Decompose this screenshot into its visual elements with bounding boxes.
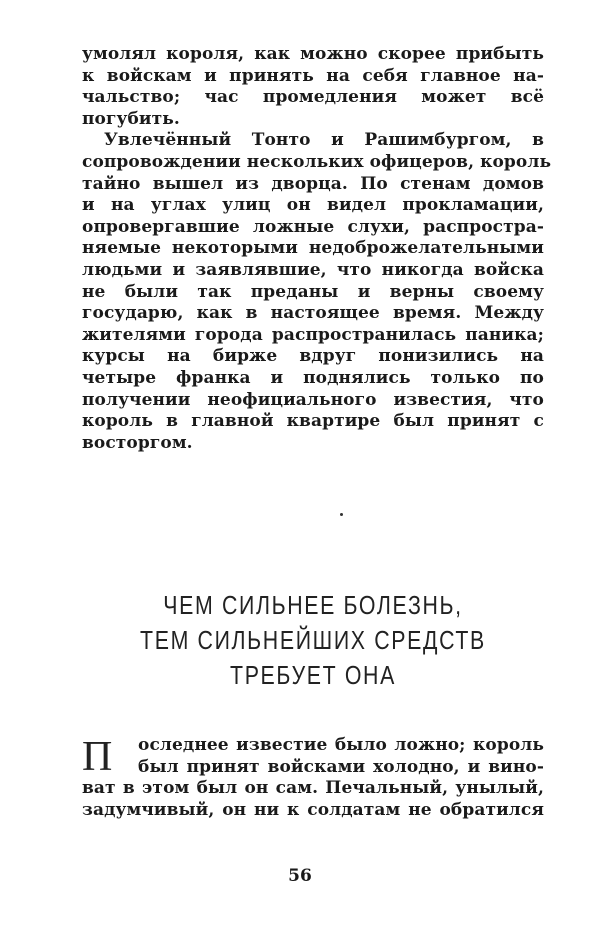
text-line: курсы на бирже вдруг понизились на — [82, 346, 544, 367]
text-line: чальство; час промедления может всё — [82, 87, 544, 108]
text-line: четыре франка и поднялись только по — [82, 367, 544, 388]
text-line: не были так преданы и верны своему — [82, 281, 544, 302]
page-number: 56 — [288, 866, 312, 886]
text-line: Увлечённый Тонто и Рашимбургом, в — [104, 130, 544, 151]
heading-line: ТЕМ СИЛЬНЕЙШИХ СРЕДСТВ — [140, 625, 486, 655]
text-line: государю, как в настоящее время. Между — [82, 303, 544, 324]
text-line: умолял короля, как можно скорее прибыть — [82, 44, 544, 64]
text-line: к войскам и принять на себя главное на- — [82, 65, 544, 86]
body-text-top — [82, 44, 552, 454]
text-line: оследнее известие было ложно; король — [138, 735, 544, 755]
body-text-bottom — [82, 735, 544, 821]
text-line: няемые некоторыми недоброжелательными — [82, 238, 544, 259]
text-line: тайно вышел из дворца. По стенам домов — [82, 173, 544, 194]
heading-line: ЧЕМ СИЛЬНЕЕ БОЛЕЗНЬ, — [163, 590, 463, 620]
drop-cap: П — [82, 734, 113, 780]
text-line: опровергавшие ложные слухи, распростра- — [82, 216, 544, 237]
text-line: жителями города распространилась паника; — [82, 324, 544, 345]
text-line: сопровождении нескольких офицеров, король — [82, 151, 552, 172]
text-line: король в главной квартире был принят с — [82, 411, 544, 432]
text-line: получении неофициального известия, что — [82, 389, 544, 410]
text-line: погубить. — [82, 108, 180, 129]
text-line: задумчивый, он ни к солдатам не обратился — [82, 799, 544, 820]
text-line: людьми и заявлявшие, что никогда войска — [82, 259, 544, 280]
chapter-heading — [60, 588, 566, 693]
text-line: восторгом. — [82, 432, 193, 453]
text-line: ват в этом был он сам. Печальный, унылый, — [82, 778, 544, 799]
text-line: и на углах улиц он видел прокламации, — [82, 195, 544, 216]
text-line: был принят войсками холодно, и вино- — [138, 756, 544, 777]
section-separator-dot — [340, 513, 343, 516]
heading-line: ТРЕБУЕТ ОНА — [230, 660, 396, 690]
